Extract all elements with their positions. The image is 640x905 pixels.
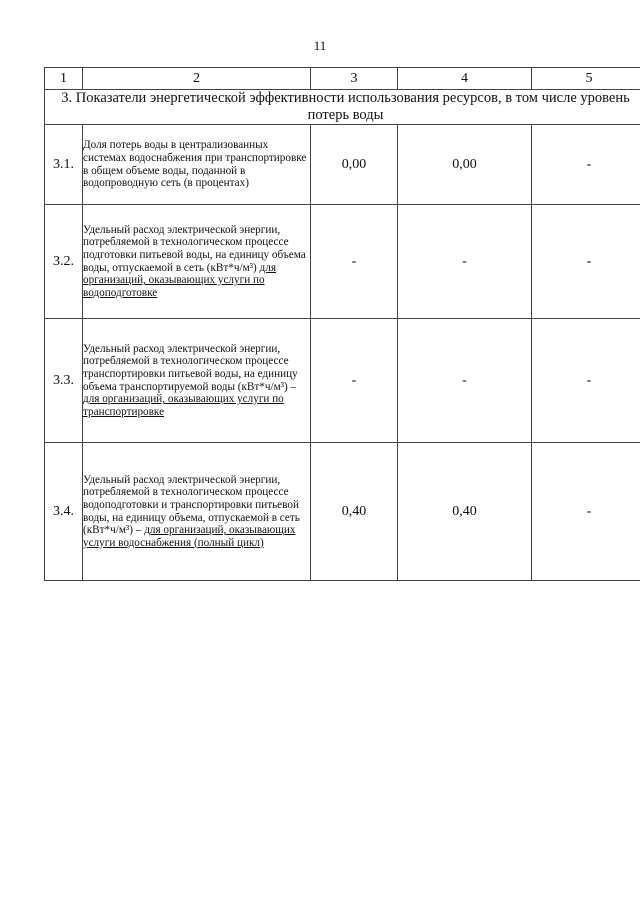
table-row — [45, 319, 640, 443]
description-text: Удельный расход электрической энергии, потребляемой в технологическом процессе подготовки питьевой воды, на единицу объема воды, отпускаемой в сеть (кВт*ч/м³) — [83, 223, 306, 274]
row-number: 3.2. — [45, 205, 83, 319]
value-col-3: 0,00 — [311, 125, 398, 205]
value-col-5: - — [532, 125, 640, 205]
description-text: Удельный расход электрической энергии, потребляемой в технологическом процессе транспортировки питьевой воды, на единицу объема транспортируемой воды (кВт*ч/м³) – — [83, 342, 298, 393]
page-number: 11 — [313, 38, 327, 53]
header-cell-2: 2 — [83, 68, 311, 90]
value-col-3: 0,40 — [311, 443, 398, 581]
row-number: 3.3. — [45, 319, 83, 443]
value-col-4: - — [398, 319, 532, 443]
section-title: 3. Показатели энергетической эффективности использования ресурсов, в том числе уровень потерь воды — [45, 90, 640, 125]
row-description — [83, 319, 311, 443]
description-text: Доля потерь воды в централизованных системах водоснабжения при транспортировке в общем объеме воды, поданной в водопроводную сеть (в процентах) — [83, 139, 307, 190]
row-number: 3.1. — [45, 125, 83, 205]
header-cell-5: 5 — [532, 68, 640, 90]
section-row — [45, 90, 640, 125]
table-row — [45, 125, 640, 205]
description-underlined: для организаций, оказывающих услуги по водоподготовке — [83, 261, 276, 299]
value-col-4: 0,00 — [398, 125, 532, 205]
value-col-4: - — [398, 205, 532, 319]
row-number: 3.4. — [45, 443, 83, 581]
indicators-table — [44, 67, 640, 581]
value-col-4: 0,40 — [398, 443, 532, 581]
row-description — [83, 205, 311, 319]
table-row — [45, 205, 640, 319]
value-col-5: - — [532, 443, 640, 581]
header-row — [45, 68, 640, 90]
value-col-5: - — [532, 205, 640, 319]
value-col-5: - — [532, 319, 640, 443]
description-underlined: для организаций, оказывающих услуги по транспортировке — [83, 393, 284, 418]
value-col-3: - — [311, 205, 398, 319]
row-description — [83, 443, 311, 581]
row-description — [83, 125, 311, 205]
table-row — [45, 443, 640, 581]
value-col-3: - — [311, 319, 398, 443]
header-cell-4: 4 — [398, 68, 532, 90]
description-text: Удельный расход электрической энергии, потребляемой в технологическом процессе водоподготовки и транспортировки питьевой воды, на единицу объема, отпускаемой в сеть (кВт*ч/м³) – — [83, 473, 300, 537]
header-cell-1: 1 — [45, 68, 83, 90]
description-underlined: для организаций, оказывающих услуги водоснабжения (полный цикл) — [83, 524, 296, 549]
header-cell-3: 3 — [311, 68, 398, 90]
